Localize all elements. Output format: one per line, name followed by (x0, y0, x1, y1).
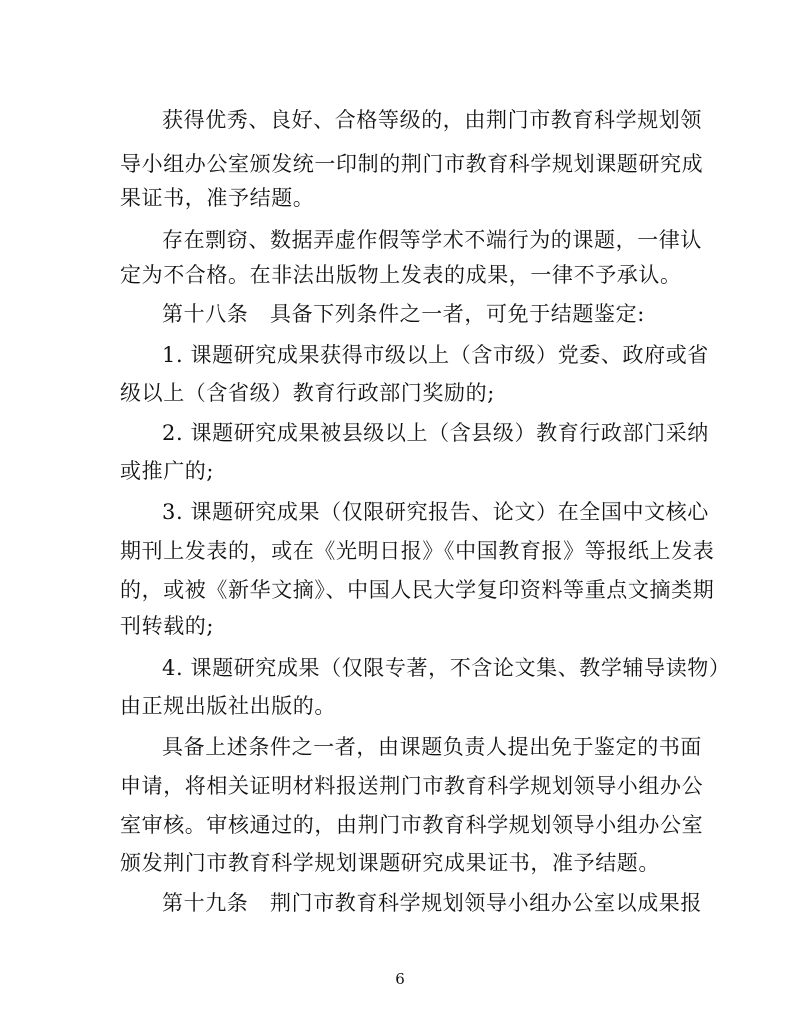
text-line-7: 1. 课题研究成果获得市级以上（含市级）党委、政府或省 (162, 343, 709, 367)
text-line-9: 2. 课题研究成果被县级以上（含县级）教育行政部门采纳 (162, 421, 709, 445)
text-line-8: 级以上（含省级）教育行政部门奖励的; (120, 381, 495, 405)
text-line-4: 存在剽窃、数据弄虚作假等学术不端行为的课题，一律认 (162, 228, 702, 252)
text-line-2: 导小组办公室颁发统一印制的荆门市教育科学规划课题研究成 (120, 152, 704, 176)
text-line-13: 的，或被《新华文摘》、中国人民大学复印资料等重点文摘类期 (120, 578, 715, 602)
page-number: 6 (395, 970, 405, 988)
text-line-5: 定为不合格。在非法出版物上发表的成果，一律不予承认。 (120, 263, 682, 287)
text-line-11: 3. 课题研究成果（仅限研究报告、论文）在全国中文核心 (162, 500, 709, 524)
text-line-1: 获得优秀、良好、合格等级的，由荆门市教育科学规划领 (162, 108, 702, 132)
text-line-19: 室审核。审核通过的，由荆门市教育科学规划领导小组办公室 (120, 813, 704, 837)
text-line-12: 期刊上发表的，或在《光明日报》《中国教育报》等报纸上发表 (120, 539, 715, 563)
text-line-3: 果证书，准予结题。 (120, 186, 315, 210)
text-line-10: 或推广的; (120, 459, 215, 483)
article-19-heading: 第十九条 荆门市教育科学规划领导小组办公室以成果报 (162, 891, 702, 915)
article-18-heading: 第十八条 具备下列条件之一者，可免于结题鉴定: (162, 302, 645, 326)
text-line-16: 由正规出版社出版的。 (120, 694, 336, 718)
text-line-17: 具备上述条件之一者，由课题负责人提出免于鉴定的书面 (162, 735, 702, 759)
text-line-20: 颁发荆门市教育科学规划课题研究成果证书，准予结题。 (120, 851, 660, 875)
text-line-18: 申请，将相关证明材料报送荆门市教育科学规划领导小组办公 (120, 774, 704, 798)
text-line-15: 4. 课题研究成果（仅限专著，不含论文集、教学辅导读物） (162, 656, 731, 680)
text-line-14: 刊转载的; (120, 614, 215, 638)
